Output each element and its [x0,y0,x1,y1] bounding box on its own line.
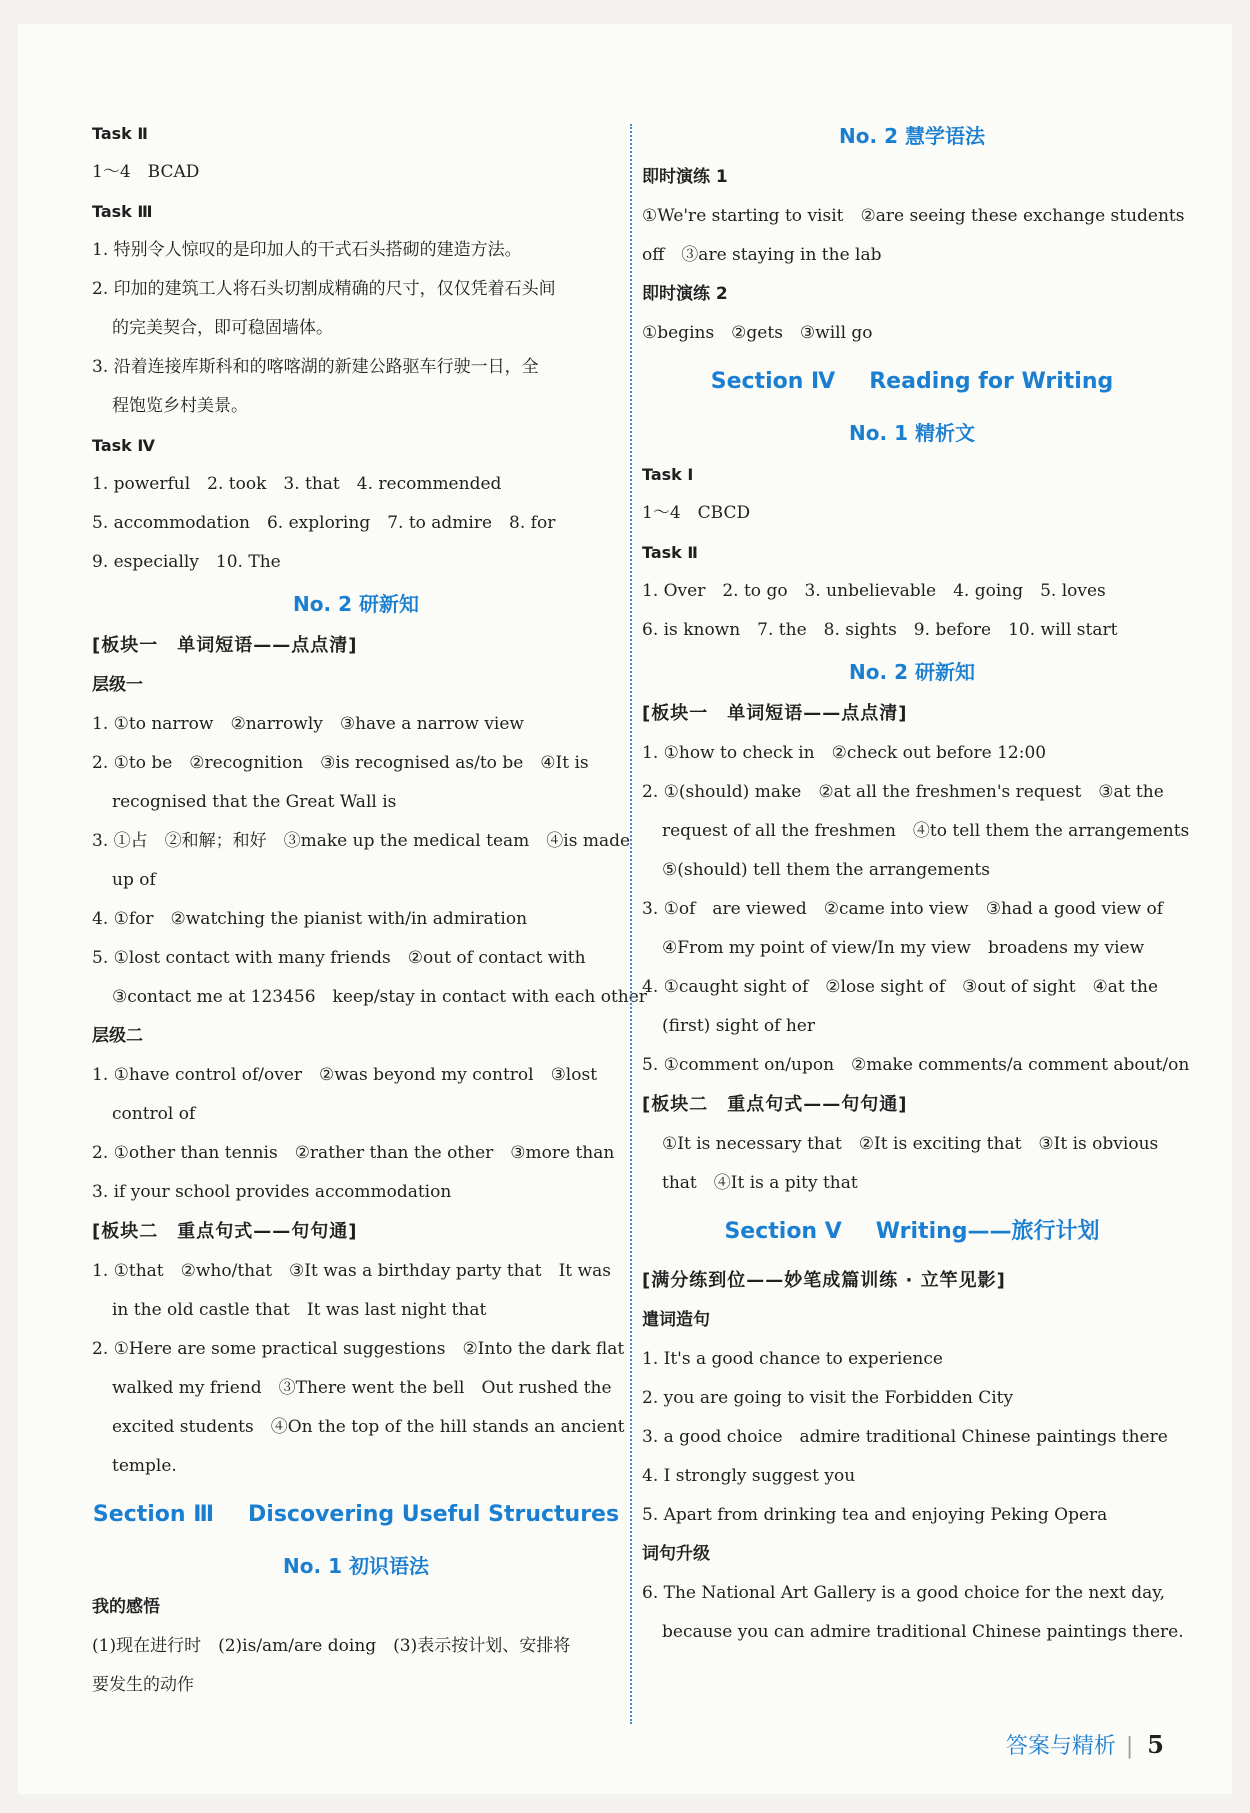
block-heading: [满分练到位——妙笔成篇训练 · 立竿见影] [642,1270,1006,1291]
page [18,24,1232,1794]
page-number: 5 [1147,1730,1164,1759]
answer-line: because you can admire traditional Chinese paintings there. [662,1622,1184,1642]
answer-line: 6. The National Art Gallery is a good choice for the next day, [642,1583,1166,1603]
answer-line: 1. It's a good chance to experience [642,1349,943,1369]
column-divider [630,124,632,1724]
task-heading: Task Ⅳ [92,436,155,455]
task-heading: Task Ⅰ [642,465,694,484]
footer-label: 答案与精析 [1005,1734,1116,1759]
answer-line: 9. especially 10. The [92,552,281,572]
answer-line: 1. Over 2. to go 3. unbelievable 4. going 5. loves [642,581,1106,601]
answer-line: 2. ①Here are some practical suggestions ②Into the dark flat [92,1339,625,1359]
block-heading: [板块二 重点句式——句句通] [92,1221,358,1242]
answer-line: 4. I strongly suggest you [642,1466,856,1486]
answer-line: 3. 沿着连接库斯科和的喀喀湖的新建公路驱车行驶一日，全 [92,357,539,377]
section-heading [642,1203,1182,1261]
right-column [642,114,1190,1652]
answer-line: 5. ①comment on/upon ②make comments/a comment about/on [642,1055,1190,1075]
answer-line: 1. 特别令人惊叹的是印加人的干式石头搭砌的建造方法。 [92,240,522,260]
answer-line: 6. is known 7. the 8. sights 9. before 10. will start [642,620,1118,640]
answer-line: in the old castle that It was last night that [112,1300,487,1320]
block-heading: [板块二 重点句式——句句通] [642,1094,908,1115]
words-heading: 遣词造句 [642,1310,710,1330]
answer-line: 的完美契合，即可稳固墙体。 [112,318,333,338]
answer-line: 5. accommodation 6. exploring 7. to admire 8. for [92,513,556,533]
answer-line: 要发生的动作 [92,1675,194,1695]
left-column [92,114,647,1705]
answer-line: 程饱览乡村美景。 [112,396,248,416]
subsection-title: No. 2 研新知 [293,592,419,616]
subsection-title: No. 2 研新知 [849,660,975,684]
page-footer [1006,1729,1164,1760]
section-title: Writing——旅行计划 [875,1219,1100,1244]
answer-line: 5. ①lost contact with many friends ②out of contact with [92,948,586,968]
answer-line: 2. you are going to visit the Forbidden City [642,1388,1014,1408]
answer-line: 5. Apart from drinking tea and enjoying Peking Opera [642,1505,1108,1525]
section-title: Discovering Useful Structures [248,1502,620,1527]
answer-line: that ④It is a pity that [662,1173,858,1193]
answer-line: 3. ①of are viewed ②came into view ③had a good view of [642,899,1164,919]
answer-line: 3. a good choice admire traditional Chinese paintings there [642,1427,1168,1447]
answer-line: excited students ④On the top of the hill stands an ancient [112,1417,625,1437]
section-title: Reading for Writing [869,369,1114,394]
answer-line: 2. ①other than tennis ②rather than the other ③more than [92,1143,615,1163]
answer-line: 2. 印加的建筑工人将石头切割成精确的尺寸，仅仅凭着石头间 [92,279,556,299]
answer-line: recognised that the Great Wall is [112,792,397,812]
answer-line: 3. if your school provides accommodation [92,1182,452,1202]
answer-line: (first) sight of her [662,1016,815,1036]
answer-line: 3. ①占 ②和解；和好 ③make up the medical team ④is made [92,831,631,851]
answer-line: 1. ①how to check in ②check out before 12:00 [642,743,1047,763]
answer-line: 4. ①for ②watching the pianist with/in admiration [92,909,528,929]
drill-heading: 即时演练 1 [642,167,728,187]
task-heading: Task Ⅲ [92,202,153,221]
answer-line: 1. ①that ②who/that ③It was a birthday party that It was [92,1261,611,1281]
section-number: Section Ⅴ [724,1219,842,1244]
answer-line: (1)现在进行时 (2)is/am/are doing (3)表示按计划、安排将 [92,1636,571,1656]
block-heading: [板块一 单词短语——点点清] [642,703,908,724]
task-heading: Task Ⅱ [92,124,148,143]
answer-line: ⑤(should) tell them the arrangements [662,860,990,880]
answer-line: ③contact me at 123456 keep/stay in contact with each other [112,987,647,1007]
answer-line: 2. ①to be ②recognition ③is recognised as/to be ④It is [92,753,589,773]
task-heading: Task Ⅱ [642,543,698,562]
block-heading: [板块一 单词短语——点点清] [92,635,358,656]
answer-line: 1. powerful 2. took 3. that 4. recommended [92,474,502,494]
answer-line: 1～4 BCAD [92,162,200,182]
subsection-title: No. 2 慧学语法 [839,124,985,148]
drill-heading: 即时演练 2 [642,284,728,304]
section-heading [642,353,1182,411]
answer-line: ①We're starting to visit ②are seeing these exchange students [642,206,1185,226]
section-number: Section Ⅳ [710,369,836,394]
answer-line: walked my friend ③There went the bell Out rushed the [112,1378,612,1398]
feel-heading: 我的感悟 [92,1597,160,1617]
answer-line: ①It is necessary that ②It is exciting that ③It is obvious [662,1134,1159,1154]
footer-divider: | [1125,1734,1134,1759]
answer-line: 1～4 CBCD [642,503,751,523]
answer-line: ④From my point of view/In my view broadens my view [662,938,1145,958]
section-heading [92,1486,620,1544]
upgrade-heading: 词句升级 [642,1544,710,1564]
answer-line: 1. ①have control of/over ②was beyond my control ③lost [92,1065,598,1085]
answer-line: 4. ①caught sight of ②lose sight of ③out of sight ④at the [642,977,1159,997]
answer-line: 2. ①(should) make ②at all the freshmen's request ③at the [642,782,1164,802]
answer-line: up of [112,870,156,890]
answer-line: control of [112,1104,196,1124]
level-heading: 层级一 [92,675,143,695]
answer-line: ①begins ②gets ③will go [642,323,873,343]
answer-line: off ③are staying in the lab [642,245,882,265]
answer-line: temple. [112,1456,177,1476]
answer-line: request of all the freshmen ④to tell them the arrangements [662,821,1190,841]
level-heading: 层级二 [92,1026,143,1046]
answer-line: 1. ①to narrow ②narrowly ③have a narrow view [92,714,524,734]
subsection-title: No. 1 精析文 [849,421,975,445]
section-number: Section Ⅲ [92,1502,215,1527]
subsection-title: No. 1 初识语法 [283,1554,429,1578]
